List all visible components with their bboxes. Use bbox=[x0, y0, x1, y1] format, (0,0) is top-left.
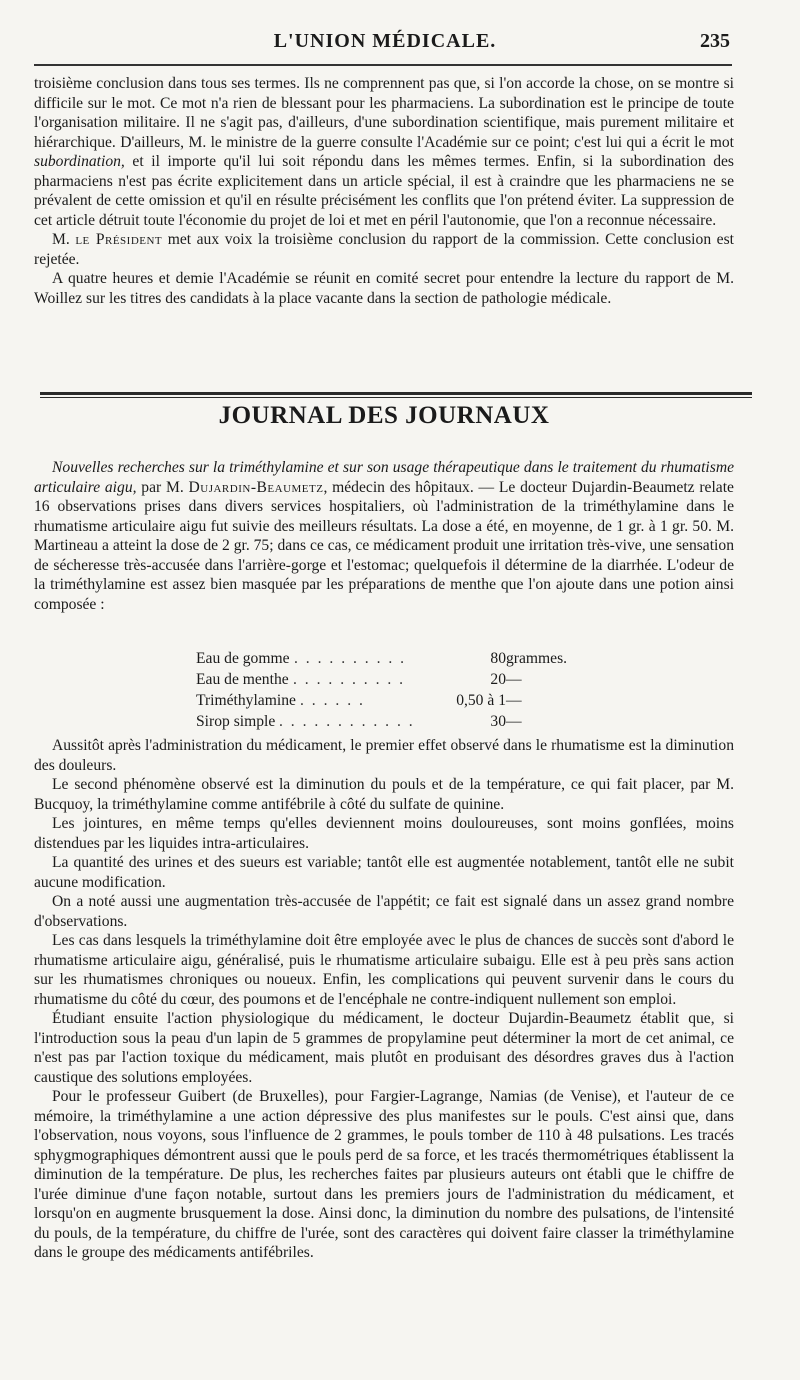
recipe-row bbox=[196, 669, 576, 690]
ingredient-unit: — bbox=[506, 692, 522, 709]
ingredient-name: Eau de gomme bbox=[196, 650, 290, 667]
leader-dots: . . . . . . . . . . bbox=[294, 650, 407, 667]
ingredient-quantity: 80 bbox=[490, 650, 506, 667]
recipe-row bbox=[196, 690, 576, 711]
article-paragraph: Aussitôt après l'administration du médicament, le premier effet observé dans le rhumatisme est la diminution des douleurs. bbox=[34, 737, 734, 774]
page-header bbox=[40, 28, 730, 58]
ingredient-unit: grammes. bbox=[506, 650, 568, 667]
ingredient-unit: — bbox=[506, 713, 522, 730]
academy-paragraph-3: A quatre heures et demie l'Académie se réunit en comité secret pour entendre la lecture du rapport de M. Woillez sur les titres des candidats à la place vacante dans la section de pathologie médicale. bbox=[34, 270, 734, 307]
article-paragraph: Le second phénomène observé est la diminution du pouls et de la température, ce qui fait placer, par M. Bucquoy, la triméthylamine comme antifébrile à côté du sulfate de quinine. bbox=[34, 776, 734, 813]
article-paragraph: Les cas dans lesquels la triméthylamine doit être employée avec le plus de chances de succès sont d'abord le rhumatisme articulaire aigu, généralisé, puis le rhumatisme articulaire subaigu. Elle est à peu près sans action sur les rhumatismes chroniques ou noueux. Enfin, les complications qui peuvent survenir dans le cours du rhumatisme du côté du cœur, des poumons et de l'encéphale ne contre-indiquent nullement son emploi. bbox=[34, 932, 734, 1008]
article-intro bbox=[34, 458, 734, 614]
academy-paragraph-1: troisième conclusion dans tous ses termes. Ils ne comprennent pas que, si l'on accorde la chose, on se montre si difficile sur le mot. Ce mot n'a rien de blessant pour les pharmaciens. La subordination est le principe de toute l'organisation militaire. Il ne s'agit pas, d'ailleurs, d'une subordination scientifique, mais purement militaire et hiérarchique. D'ailleurs, M. le ministre de la guerre consulte l'Académie sur ce point; c'est lui qui a écrit le mot subordination, et il importe qu'il lui soit répondu dans les mêmes termes. Enfin, si la subordination des pharmaciens n'est pas écrite explicitement dans un article spécial, il est à craindre que les pharmaciens ne se prévalent de cette omission et qu'il en résulte précisément les conflits que l'on prétend éviter. La suppression de cet article détruit toute l'économie du projet de loi et met en péril l'autonomie, que l'on a reconnue nécessaire. bbox=[34, 75, 734, 229]
leader-dots: . . . . . . . . . . bbox=[293, 671, 406, 688]
ingredient-quantity: 30 bbox=[490, 713, 506, 730]
leader-dots: . . . . . . . . . . . . bbox=[279, 713, 415, 730]
article-body bbox=[34, 736, 734, 1263]
ingredient-name: Eau de menthe bbox=[196, 671, 289, 688]
article-paragraph: On a noté aussi une augmentation très-accusée de l'appétit; ce fait est signalé dans un assez grand nombre d'observations. bbox=[34, 893, 734, 930]
article-paragraph: Les jointures, en même temps qu'elles deviennent moins douloureuses, sont moins gonflées, moins distendues par les liquides intra-articulaires. bbox=[34, 815, 734, 852]
running-title: L'UNION MÉDICALE. bbox=[273, 30, 497, 52]
article-paragraph: Étudiant ensuite l'action physiologique du médicament, le docteur Dujardin-Beaumetz établit que, si l'introduction sous la peau d'un lapin de 5 grammes de propylamine peut déterminer la mort de cet animal, ce n'est pas par l'action toxique du médicament, mais plutôt en produisant des désordres graves dus à l'action caustique des solutions employées. bbox=[34, 1010, 734, 1086]
ingredient-quantity: 0,50 à 1 bbox=[456, 692, 506, 709]
academy-report bbox=[34, 74, 734, 308]
recipe-row bbox=[196, 711, 576, 732]
header-rule bbox=[34, 64, 732, 66]
section-title: JOURNAL DES JOURNAUX bbox=[218, 402, 550, 429]
ingredient-quantity: 20 bbox=[490, 671, 506, 688]
ingredient-name: Triméthylamine bbox=[196, 692, 296, 709]
page-number: 235 bbox=[700, 30, 730, 52]
recipe-row bbox=[196, 648, 576, 669]
ingredient-name: Sirop simple bbox=[196, 713, 276, 730]
recipe-table bbox=[196, 648, 576, 732]
ingredient-unit: — bbox=[506, 671, 522, 688]
academy-paragraph-2: M. le Président met aux voix la troisième conclusion du rapport de la commission. Cette conclusion est rejetée. bbox=[34, 231, 734, 268]
leader-dots: . . . . . . bbox=[300, 692, 365, 709]
article-paragraph: La quantité des urines et des sueurs est variable; tantôt elle est augmentée notablement, tantôt elle ne subit aucune modification. bbox=[34, 854, 734, 891]
article-lead-paragraph: Nouvelles recherches sur la triméthylamine et sur son usage thérapeutique dans le traitement du rhumatisme articulaire aigu, par M. Dujardin-Beaumetz, médecin des hôpitaux. — Le docteur Dujardin-Beaumetz relate 16 observations prises dans divers services hospitaliers, où l'administration de la triméthylamine dans le rhumatisme articulaire aigu fut suivie des meilleurs résultats. La dose a été, en moyenne, de 1 gr. à 1 gr. 50. M. Martineau a atteint la dose de 2 gr. 75; dans ce cas, ce médicament produit une irritation très-vive, une sensation de sécheresse très-accusée dans l'arrière-gorge et l'estomac; quelquefois il détermine de la diarrhée. L'odeur de la triméthylamine est assez bien masquée par les préparations de menthe que l'on ajoute dans une potion ainsi composée : bbox=[34, 459, 734, 613]
section-divider bbox=[40, 392, 752, 398]
article-paragraph: Pour le professeur Guibert (de Bruxelles), pour Fargier-Lagrange, Namias (de Venise), et l'auteur de ce mémoire, la triméthylamine a une action dépressive des plus manifestes sur le pouls. C'est ainsi que, dans l'observation, nous voyons, sous l'influence de 2 grammes, le pouls tomber de 110 à 48 pulsations. Les tracés sphygmographiques démontrent aussi que le pouls perd de sa force, et les tracés thermométriques établissent la diminution de la température. De plus, les recherches faites par plusieurs auteurs ont établi que le chiffre de l'urée diminue d'une façon notable, surtout dans les premiers jours de l'administration du médicament, et lorsqu'on en augmente brusquement la dose. Ainsi donc, la diminution du nombre des pulsations, de l'intensité du pouls, de la température, du chiffre de l'urée, sont des caractères qui doivent faire classer la triméthylamine dans le groupe des médicaments antifébriles. bbox=[34, 1088, 734, 1261]
